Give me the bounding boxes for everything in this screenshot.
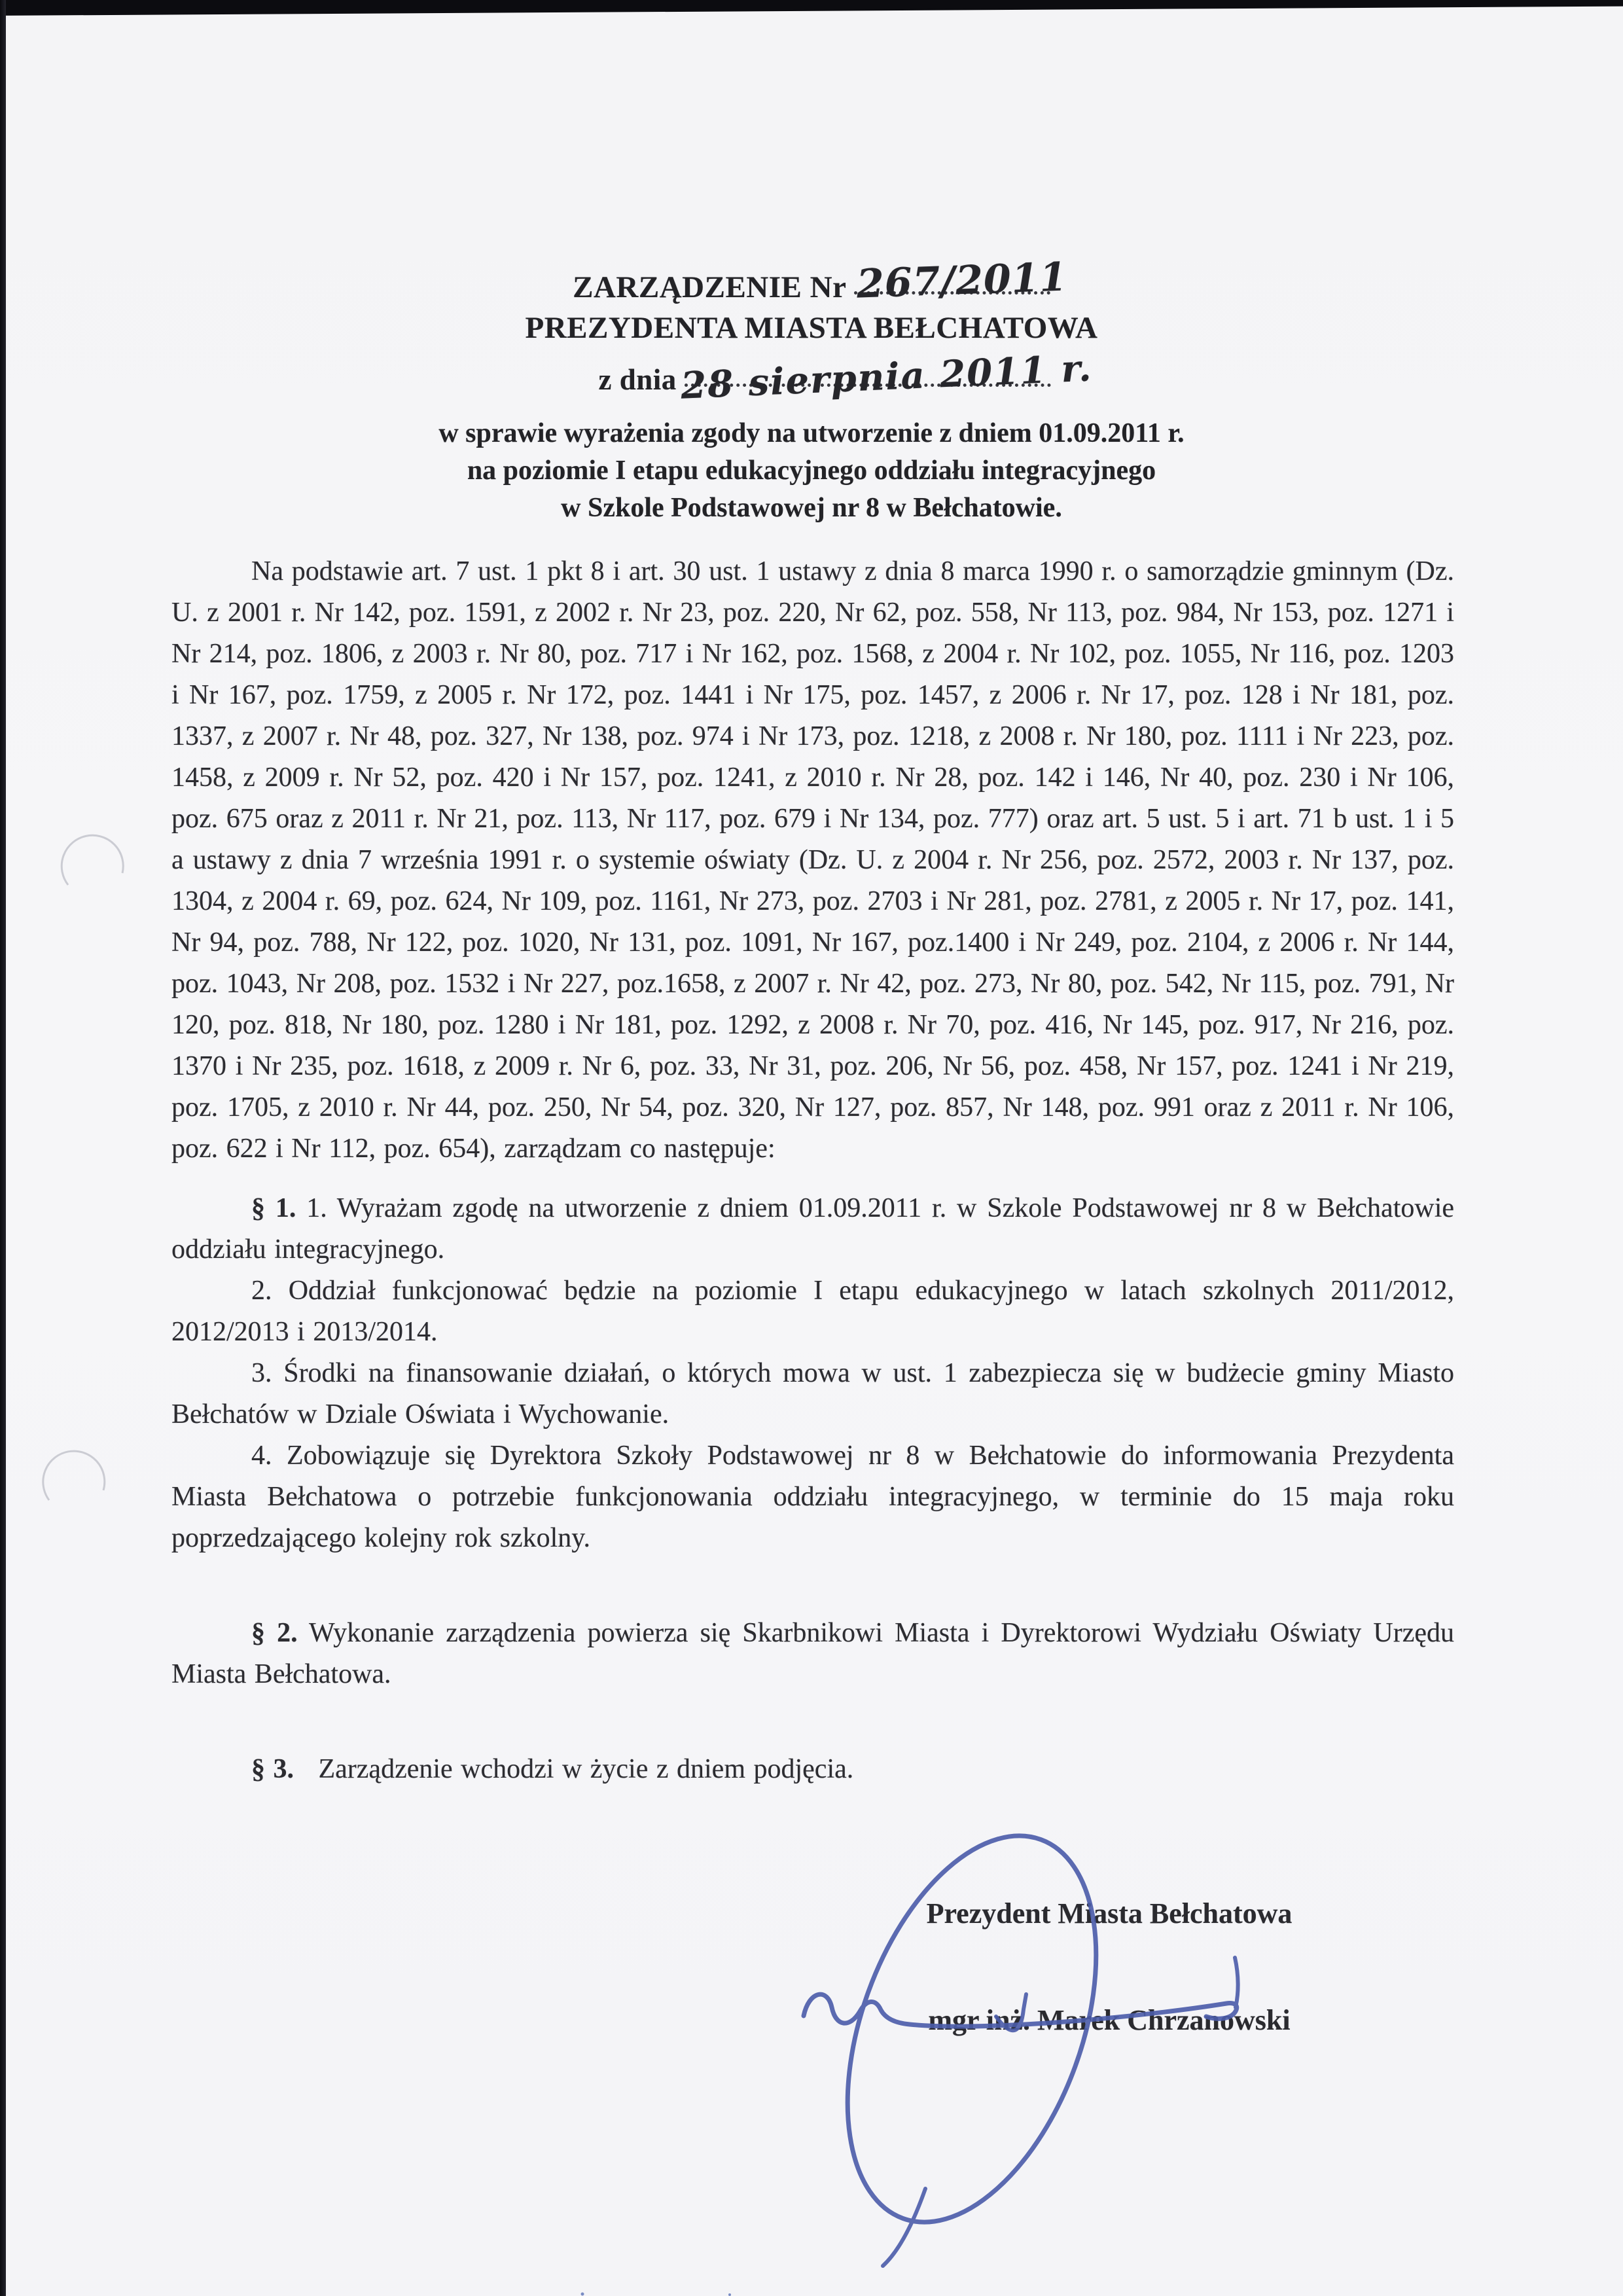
ordinance-title-line xyxy=(0,254,1623,308)
subject-line-3: w Szkole Podstawowej nr 8 w Bełchatowie. xyxy=(561,493,1062,523)
subject-block xyxy=(0,415,1623,527)
section-1-item-1: § 1. 1. Wyrażam zgodę na utworzenie z dniem 01.09.2011 r. w Szkole Podstawowej nr 8 w Bełchatowie oddziału integracyjnego. xyxy=(171,1193,1455,1265)
ordinance-title-label: ZARZĄDZENIE Nr xyxy=(573,270,846,304)
section-1-item-2: 2. Oddział funkcjonować będzie na poziomie I etapu edukacyjnego w latach szkolnych 2011/2012, 2012/2013 i 2013/2014. xyxy=(171,1276,1454,1347)
signature-block xyxy=(831,1897,1387,2037)
section-3-mark: § 3. xyxy=(251,1754,294,1784)
section-3-paragraph: § 3. Zarządzenie wchodzi w życie z dniem podjęcia. xyxy=(251,1754,854,1784)
handwritten-signature xyxy=(740,1806,1296,2284)
section-1-mark: § 1. xyxy=(251,1193,296,1223)
date-line xyxy=(0,346,1623,408)
document-header xyxy=(0,254,1623,408)
signature-tail xyxy=(883,2189,925,2266)
subject-line-2: na poziomie I etapu edukacyjnego oddziału integracyjnego xyxy=(467,456,1156,486)
issuer-line: PREZYDENTA MIASTA BEŁCHATOWA xyxy=(525,311,1098,345)
punch-hole-ghost-2 xyxy=(43,1451,105,1500)
section-1-item-3: 3. Środki na finansowanie działań, o których mowa w ust. 1 zabezpiecza się w budżecie gminy Miasto Bełchatów w Dziale Oświata i Wychowanie. xyxy=(171,1358,1454,1429)
section-2-mark: § 2. xyxy=(251,1618,298,1648)
signature-role: Prezydent Miasta Bełchatowa xyxy=(926,1897,1293,1929)
signature-name: mgr inż. Marek Chrzanowski xyxy=(928,2004,1291,2036)
date-handwritten: 28 sierpnia 2011 r. xyxy=(679,346,1094,408)
ink-speck-1 xyxy=(581,2293,584,2296)
punch-hole-ghost-1 xyxy=(62,835,123,885)
legal-basis-paragraph: Na podstawie art. 7 ust. 1 pkt 8 i art. 30 ust. 1 ustawy z dnia 8 marca 1990 r. o samorządzie gminnym (Dz. U. z 2001 r. Nr 142, poz. 1591, z 2002 r. Nr 23, poz. 220, Nr 62, poz. 558, Nr 113, poz. 984, Nr 153, poz. 1271 i Nr 214, poz. 1806, z 2003 r. Nr 80, poz. 717 i Nr 162, poz. 1568, z 2004 r. Nr 102, poz. 1055, Nr 116, poz. 1203 i Nr 167, poz. 1759, z 2005 r. Nr 172, poz. 1441 i Nr 175, poz. 1457, z 2006 r. Nr 17, poz. 128 i Nr 181, poz. 1337, z 2007 r. Nr 48, poz. 327, Nr 138, poz. 974 i Nr 173, poz. 1218, z 2008 r. Nr 180, poz. 1111 i Nr 223, poz. 1458, z 2009 r. Nr 52, poz. 420 i Nr 157, poz. 1241, z 2010 r. Nr 28, poz. 142 i 146, Nr 40, poz. 230 i Nr 106, poz. 675 oraz z 2011 r. Nr 21, poz. 113, Nr 117, poz. 679 i Nr 134, poz. 777) oraz art. 5 ust. 5 i art. 71 b ust. 1 i 5 a ustawy z dnia 7 września 1991 r. o systemie oświaty (Dz. U. z 2004 r. Nr 256, poz. 2572, 2003 r. Nr 137, poz. 1304, z 2004 r. 69, poz. 624, Nr 109, poz. 1161, Nr 273, poz. 2703 i Nr 281, poz. 2781, z 2005 r. Nr 17, poz. 141, Nr 94, poz. 788, Nr 122, poz. 1020, Nr 131, poz. 1091, Nr 167, poz.1400 i Nr 249, poz. 2104, z 2006 r. Nr 144, poz. 1043, Nr 208, poz. 1532 i Nr 227, poz.1658, z 2007 r. Nr 42, poz. 273, Nr 80, poz. 542, Nr 115, poz. 791, Nr 120, poz. 818, Nr 180, poz. 1280 i Nr 181, poz. 1292, z 2008 r. Nr 70, poz. 416, Nr 145, poz. 917, Nr 216, poz. 1370 i Nr 235, poz. 1618, z 2009 r. Nr 6, poz. 33, Nr 31, poz. 206, Nr 56, poz. 458, Nr 157, poz. 1241 i Nr 219, poz. 1705, z 2010 r. Nr 44, poz. 250, Nr 54, poz. 320, Nr 127, poz. 857, Nr 148, poz. 991 oraz z 2011 r. Nr 106, poz. 622 i Nr 112, poz. 654), zarządzam co następuje: xyxy=(171,556,1454,1164)
ordinance-number-handwritten: 267/2011 xyxy=(855,254,1069,308)
date-prefix: z dnia xyxy=(598,363,677,396)
section-2-paragraph: § 2. Wykonanie zarządzenia powierza się Skarbnikowi Miasta i Dyrektorowi Wydziału Oświaty Urzędu Miasta Bełchatowa. xyxy=(171,1618,1454,1689)
date-field xyxy=(679,346,1094,408)
ink-speck-2 xyxy=(728,2293,731,2296)
section-1-item-4: 4. Zobowiązuje się Dyrektora Szkoły Podstawowej nr 8 w Bełchatowie do informowania Prezydenta Miasta Bełchatowa o potrzebie funkcjonowania oddziału integracyjnego, w terminie do 15 maja roku poprzedzającego kolejny rok szkolny. xyxy=(171,1441,1454,1553)
subject-line-1: w sprawie wyrażenia zgody na utworzenie z dniem 01.09.2011 r. xyxy=(438,418,1185,448)
document-body xyxy=(171,551,1454,1790)
scan-edge-top xyxy=(0,0,1623,16)
ordinance-number-field xyxy=(854,254,1069,308)
